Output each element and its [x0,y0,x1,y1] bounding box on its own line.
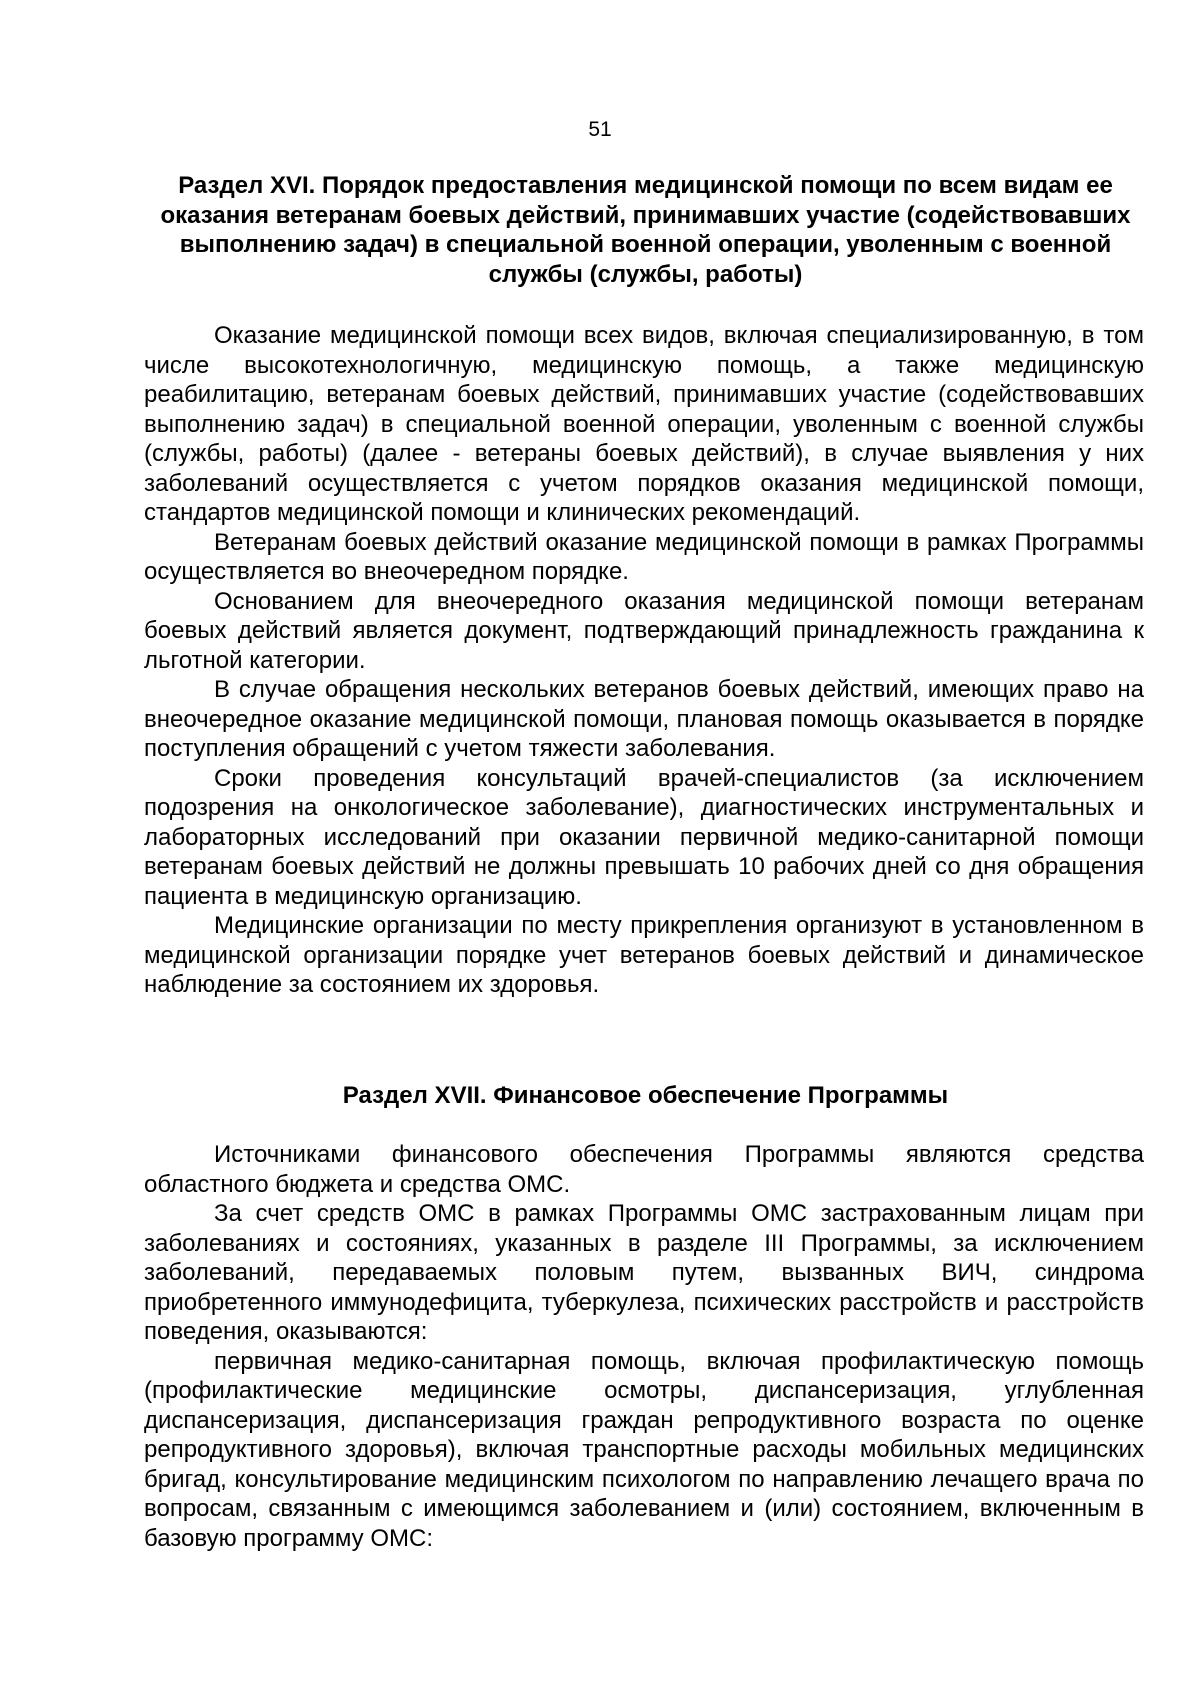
paragraph: Источниками финансового обеспечения Программы являются средства областного бюджета и средства ОМС. [144,1141,1144,1198]
paragraph: За счет средств ОМС в рамках Программы ОМС застрахованным лицам при заболеваниях и состояниях, указанных в разделе III Программы, за исключением заболеваний, передаваемых половым путем, вызванных ВИЧ, синдрома приобретенного иммунодефицита, туберкулеза, психических расстройств и расстройств поведения, оказываются: [144,1200,1144,1345]
paragraph: Ветеранам боевых действий оказание медицинской помощи в рамках Программы осуществляется во внеочередном порядке. [144,528,1144,585]
paragraph: Оказание медицинской помощи всех видов, включая специализированную, в том числе высокотехнологичную, медицинскую помощь, а также медицинскую реабилитацию, ветеранам боевых действий, принимавших участие (содействовавших выполнению задач) в специальной военной операции, уволенным с военной службы (службы, работы) (далее - ветераны боевых действий), в случае выявления у них заболеваний осуществляется с учетом порядков оказания медицинской помощи, стандартов медицинской помощи и клинических рекомендаций. [144,322,1144,526]
paragraph: Сроки проведения консультаций врачей-специалистов (за исключением подозрения на онкологическое заболевание), диагностических инструментальных и лабораторных исследований при оказании первичной медико-санитарной помощи ветеранам боевых действий не должны превышать 10 рабочих дней со дня обращения пациента в медицинскую организацию. [144,764,1144,910]
page-number: 51 [588,118,612,141]
paragraph: Медицинские организации по месту прикрепления организуют в установленном в медицинской организации порядке учет ветеранов боевых действий и динамическое наблюдение за состоянием их здоровья. [144,912,1144,998]
section-16-heading: Раздел XVI. Порядок предоставления медицинской помощи по всем видам ее оказания ветеранам боевых действий, принимавших участие (содействовавших выполнению задач) в специальной военной операции, уволенным с военной службы (службы, работы) [160,172,1131,288]
section-17-heading: Раздел XVII. Финансовое обеспечение Программы [342,1082,949,1109]
section-17-body [144,1140,1144,1553]
paragraph: первичная медико-санитарная помощь, включая профилактическую помощь (профилактические медицинские осмотры, диспансеризация, углубленная диспансеризация, диспансеризация граждан репродуктивного возраста по оценке репродуктивного здоровья), включая транспортные расходы мобильных медицинских бригад, консультирование медицинским психологом по направлению лечащего врача по вопросам, связанным с имеющимся заболеванием и (или) состоянием, включенным в базовую программу ОМС: [144,1347,1144,1552]
section-16-body [144,321,1144,1000]
paragraph: Основанием для внеочередного оказания медицинской помощи ветеранам боевых действий является документ, подтверждающий принадлежность гражданина к льготной категории. [144,587,1144,674]
paragraph: В случае обращения нескольких ветеранов боевых действий, имеющих право на внеочередное оказание медицинской помощи, плановая помощь оказывается в порядке поступления обращений с учетом тяжести заболевания. [144,676,1144,762]
